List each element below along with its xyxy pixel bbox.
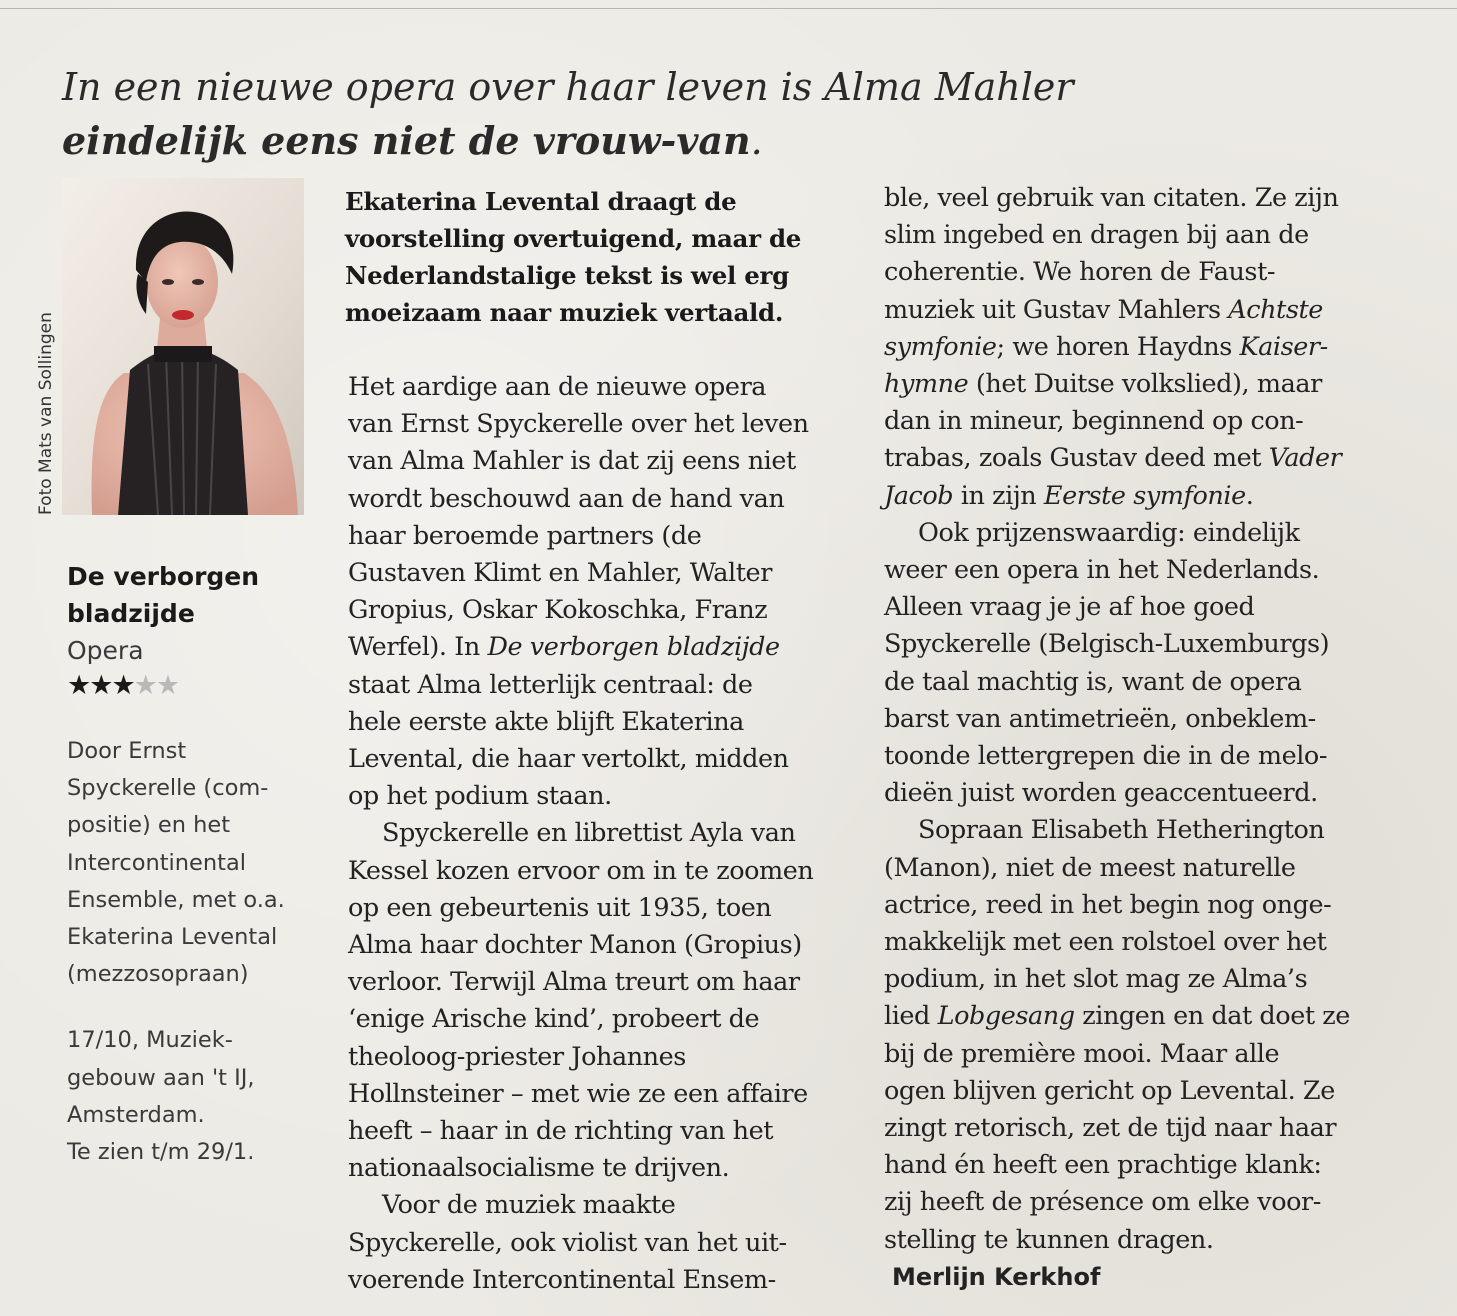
work-title-italic: Lobgesang — [937, 1001, 1075, 1032]
body-line: Ook prijzenswaardig: eindelijk — [918, 517, 1300, 548]
body-line: nationaalsocialisme te drijven. — [348, 1153, 730, 1184]
body-line: Alma haar dochter Manon (Gropius) — [348, 930, 802, 961]
body-line — [884, 478, 1404, 515]
headline — [62, 60, 1212, 168]
body-line — [884, 366, 1404, 403]
body-line: Het aardige aan de nieuwe opera — [348, 372, 767, 402]
body-line: bij de première mooi. Maar alle — [884, 1038, 1280, 1069]
body-line: weer een opera in het Nederlands. — [884, 555, 1320, 586]
body-line: ogen blijven gericht op Levental. Ze — [884, 1075, 1335, 1106]
lede-line: Ekaterina Levental draagt de — [345, 187, 737, 216]
body-line: Hollnsteiner – met wie ze een affaire — [348, 1078, 808, 1109]
headline-line-1: In een nieuwe opera over haar leven is Alma Mahler — [62, 65, 1074, 109]
body-line — [884, 292, 1404, 329]
star-filled-icon: ★ — [89, 670, 112, 701]
venue-line: Amsterdam. — [67, 1101, 205, 1128]
body-line: (Manon), niet de meest naturelle — [884, 852, 1296, 883]
body-text: trabas, zoals Gustav deed met — [884, 443, 1269, 474]
body-text: ; we horen Haydns — [996, 331, 1240, 362]
body-line: zingt retorisch, zet de tijd naar haar — [884, 1113, 1337, 1144]
body-line: heeft – haar in de richting van het — [348, 1116, 774, 1147]
body-text: muziek uit Gustav Mahlers — [884, 294, 1229, 325]
photo-credit: Foto Mats van Sollingen — [36, 312, 56, 515]
body-line: op een gebeurtenis uit 1935, toen — [348, 892, 772, 923]
headline-line-2 — [62, 114, 1212, 168]
body-line: dieën juist worden geaccentueerd. — [884, 778, 1318, 809]
body-line: theoloog-priester Johannes — [348, 1041, 686, 1072]
production-genre: Opera — [67, 636, 144, 665]
credits-line: Ekaterina Levental — [67, 924, 278, 951]
work-title-italic: symfonie — [884, 331, 997, 362]
star-empty-icon: ★ — [155, 670, 179, 701]
page-top-rule — [0, 8, 1457, 9]
headline-period: . — [750, 119, 763, 163]
body-text: Werfel). In — [348, 632, 488, 663]
credits-line: Ensemble, met o.a. — [67, 886, 285, 913]
star-empty-icon: ★ — [133, 670, 156, 701]
body-line: makkelijk met een rolstoel over het — [884, 927, 1327, 958]
credits-line: Door Ernst — [67, 738, 187, 764]
body-text: . — [1245, 480, 1254, 511]
work-title-italic: Achtste — [1228, 294, 1323, 325]
body-text: zingen en dat doet ze — [1074, 1001, 1350, 1032]
credits-line: Spyckerelle (com- — [67, 775, 269, 802]
body-line: ble, veel gebruik van citaten. Ze zijn — [884, 183, 1339, 213]
body-line: hele eerste akte blijft Ekaterina — [348, 706, 744, 737]
venue-dates — [67, 1022, 307, 1171]
credits-line: (mezzosopraan) — [67, 961, 249, 988]
body-line: podium, in het slot mag ze Alma’s — [884, 964, 1308, 995]
body-line: Alleen vraag je je af hoe goed — [884, 592, 1255, 623]
body-line: Spyckerelle (Belgisch-Luxemburgs) — [884, 629, 1330, 660]
body-line — [884, 440, 1404, 477]
work-title-italic: Vader — [1268, 443, 1342, 474]
production-title-line-2: bladzijde — [67, 599, 195, 628]
body-line: haar beroemde partners (de — [348, 520, 702, 551]
body-line: hand én heeft een prachtige klank: — [884, 1150, 1322, 1181]
body-line: wordt beschouwd aan de hand van — [348, 483, 785, 514]
article-column-2 — [884, 180, 1404, 1296]
body-line: Spyckerelle en librettist Ayla van — [382, 818, 796, 849]
body-line: op het podium staan. — [348, 781, 612, 812]
body-line: toonde lettergrepen die in de melo- — [884, 741, 1327, 772]
body-line: voerende Intercontinental Ensem- — [348, 1264, 776, 1295]
body-line: slim ingebed en dragen bij aan de — [884, 220, 1309, 251]
lede-line: voorstelling overtuigend, maar de — [345, 224, 802, 253]
body-line — [348, 629, 848, 666]
venue-line: Te zien t/m 29/1. — [67, 1139, 255, 1166]
body-line: actrice, reed in het begin nog onge- — [884, 889, 1332, 920]
venue-line: 17/10, Muziek- — [67, 1027, 233, 1054]
body-line: dan in mineur, beginnend op con- — [884, 406, 1304, 437]
article-lede — [345, 183, 855, 331]
body-line: van Alma Mahler is dat zij eens niet — [348, 446, 796, 477]
body-line: Spyckerelle, ook violist van het uit- — [348, 1227, 787, 1258]
production-title-line-1: De verborgen — [67, 562, 260, 591]
body-line: barst van antimetrieën, onbeklem- — [884, 703, 1316, 734]
body-line — [884, 329, 1404, 366]
article-column-1 — [348, 369, 848, 1299]
venue-line: gebouw aan 't IJ, — [67, 1064, 255, 1091]
body-line: staat Alma letterlijk centraal: de — [348, 669, 753, 700]
lede-line: moeizaam naar muziek vertaald. — [345, 298, 784, 327]
work-title-italic: Jacob — [884, 480, 954, 511]
star-rating — [67, 669, 307, 703]
work-title-italic: Kaiser- — [1239, 331, 1328, 362]
body-line: coherentie. We horen de Faust- — [884, 257, 1276, 288]
headline-bold-phrase: eindelijk eens niet de vrouw-van — [62, 118, 751, 163]
credits-line: positie) en het — [67, 812, 231, 839]
body-line: verloor. Terwijl Alma treurt om haar — [348, 967, 800, 998]
body-line: Sopraan Elisabeth Hetherington — [918, 815, 1325, 846]
body-line: van Ernst Spyckerelle over het leven — [348, 409, 809, 440]
body-line: Gustaven Klimt en Mahler, Walter — [348, 558, 772, 589]
body-line: Gropius, Oskar Kokoschka, Franz — [348, 595, 768, 626]
star-filled-icon: ★ — [111, 670, 134, 701]
production-credits — [67, 733, 307, 993]
review-info-box — [67, 558, 307, 1171]
author-byline: Merlijn Kerkhof — [892, 1262, 1101, 1291]
lede-line: Nederlandstalige tekst is wel erg — [345, 261, 789, 290]
work-title-italic: Eerste symfonie — [1043, 480, 1246, 511]
credits-line: Intercontinental — [67, 849, 247, 876]
body-text: (het Duitse volkslied), maar — [968, 369, 1322, 400]
body-text: in zijn — [953, 480, 1044, 511]
body-line: ‘enige Arische kind’, probeert de — [348, 1004, 760, 1035]
body-line: stelling te kunnen dragen. — [884, 1224, 1214, 1255]
work-title-italic: hymne — [884, 369, 969, 400]
body-text: lied — [884, 1001, 938, 1032]
singer-photo — [62, 178, 304, 515]
body-line: Kessel kozen ervoor om in te zoomen — [348, 855, 814, 886]
body-line: Voor de muziek maakte — [382, 1190, 676, 1221]
body-line: Levental, die haar vertolkt, midden — [348, 744, 789, 775]
body-line: zij heeft de présence om elke voor- — [884, 1187, 1321, 1218]
star-filled-icon: ★ — [67, 670, 90, 701]
body-line: de taal machtig is, want de opera — [884, 666, 1302, 697]
body-line — [884, 998, 1404, 1035]
opera-title-italic: De verborgen bladzijde — [487, 632, 780, 663]
